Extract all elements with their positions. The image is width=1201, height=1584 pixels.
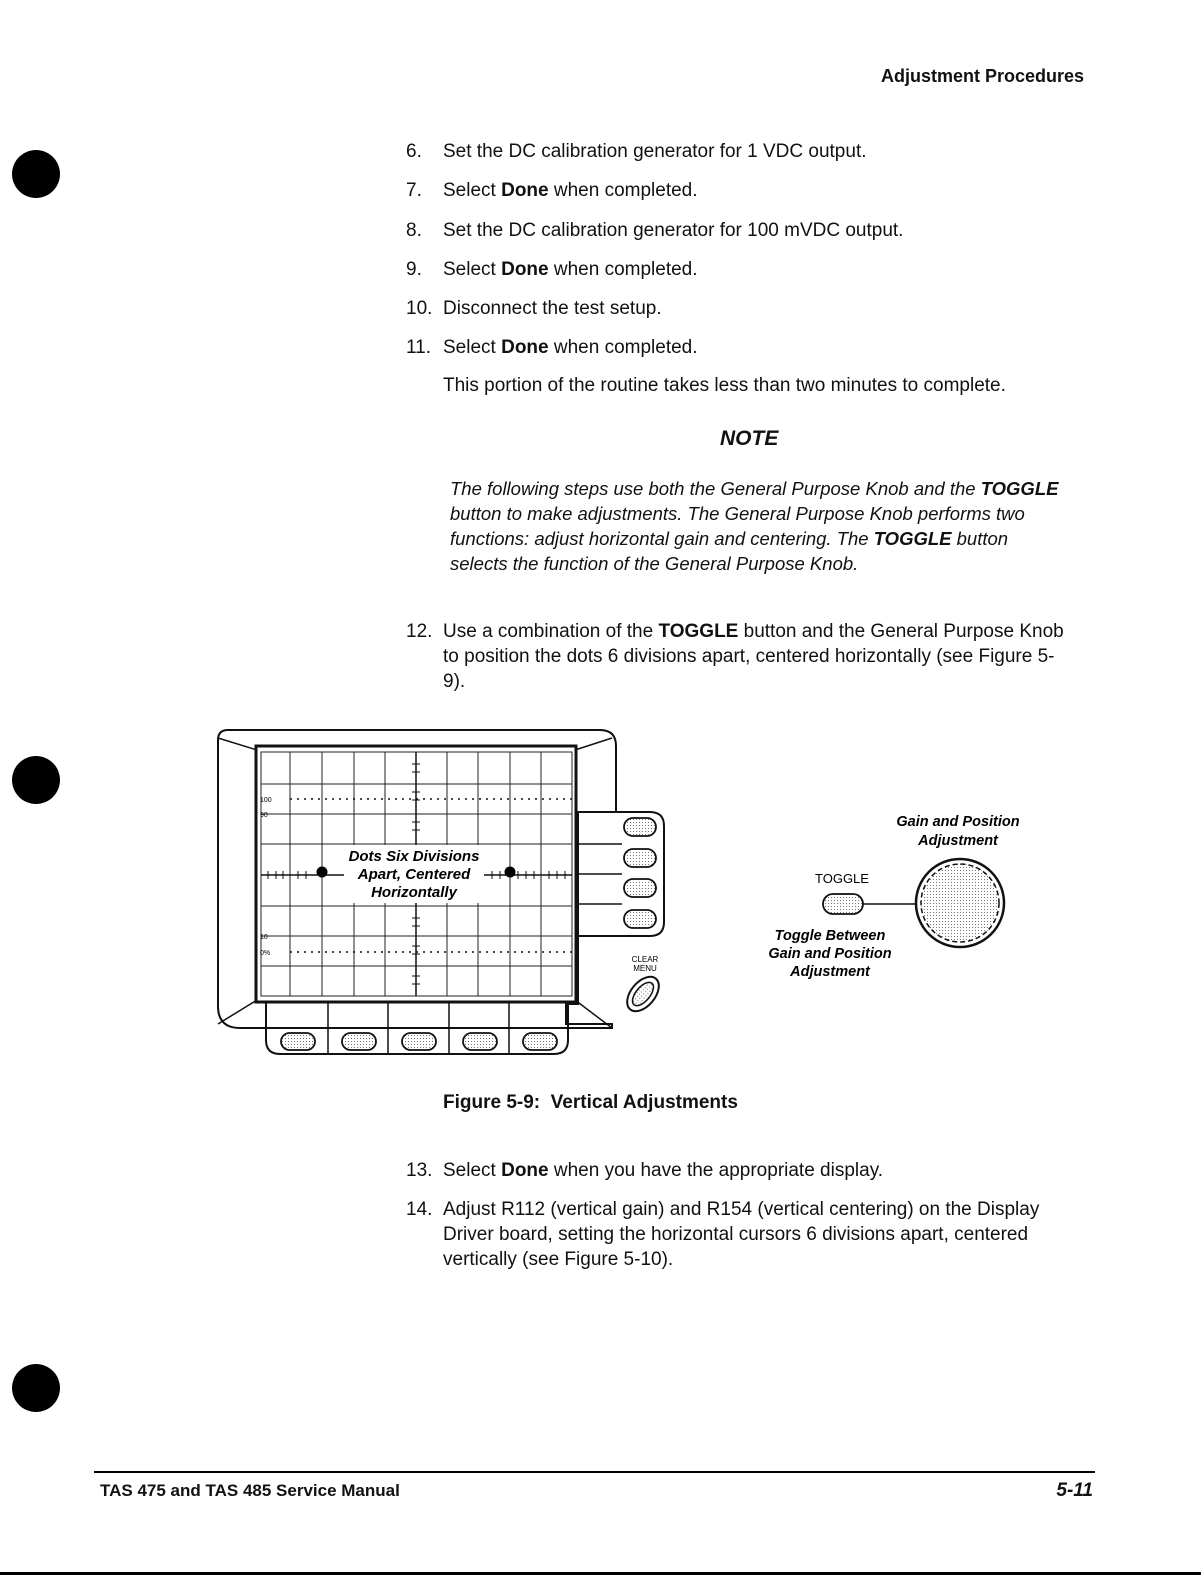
step-number: 8. <box>406 220 422 241</box>
clear-menu-label-2: MENU <box>633 964 657 973</box>
bottom-button[interactable] <box>342 1033 376 1050</box>
screen-annotation-line-2: Apart, Centered <box>357 866 471 883</box>
side-button[interactable] <box>624 910 656 928</box>
step-text: Set the DC calibration generator for 1 VDC output. <box>443 141 867 162</box>
step-number: 9. <box>406 259 422 280</box>
footer-manual-title: TAS 475 and TAS 485 Service Manual <box>100 1481 400 1500</box>
general-purpose-knob[interactable] <box>916 859 1004 947</box>
step-text: Adjust R112 (vertical gain) and R154 (vertical centering) on the Display Driver board, setting the horizontal cursors 6 divisions apart, centered vertically (see Figure 5-10). <box>443 1199 1040 1270</box>
graticule-label-0: 0% <box>260 950 271 957</box>
clear-menu-button[interactable] <box>621 971 665 1017</box>
step-text: Select Done when completed. <box>443 180 698 201</box>
step-number: 14. <box>406 1199 433 1220</box>
footer-rule <box>94 1471 1095 1473</box>
side-button[interactable] <box>624 879 656 897</box>
side-menu-buttons <box>578 812 664 936</box>
left-dot <box>317 867 328 878</box>
right-dot <box>505 867 516 878</box>
step-text: Select Done when completed. <box>443 259 698 280</box>
toggle-button-label: TOGGLE <box>815 871 869 886</box>
bottom-button[interactable] <box>523 1033 557 1050</box>
bottom-button[interactable] <box>402 1033 436 1050</box>
bottom-button[interactable] <box>281 1033 315 1050</box>
page-header: Adjustment Procedures <box>880 66 1084 86</box>
figure-caption: Figure 5-9: Vertical Adjustments <box>443 1092 738 1113</box>
step-text: Use a combination of the TOGGLE button and the General Purpose Knob to position the dots 6 divisions apart, centered horizontally (see Figure 5-9). <box>443 621 1064 692</box>
toggle-desc-line-3: Adjustment <box>790 964 870 980</box>
bottom-button[interactable] <box>463 1033 497 1050</box>
graticule-label-100: 100 <box>260 797 272 804</box>
step-text: Set the DC calibration generator for 100 mVDC output. <box>443 220 904 241</box>
step-number: 7. <box>406 180 422 201</box>
side-button[interactable] <box>624 818 656 836</box>
note-title: NOTE <box>720 427 779 450</box>
step-text: Disconnect the test setup. <box>443 298 662 319</box>
toggle-desc-line-1: Toggle Between <box>774 928 886 944</box>
routine-duration-note: This portion of the routine takes less than two minutes to complete. <box>443 375 1006 396</box>
step-number: 6. <box>406 141 422 162</box>
graticule-label-10: 10 <box>260 934 268 941</box>
step-text: Select Done when completed. <box>443 337 698 358</box>
step-number: 11. <box>406 337 432 358</box>
toggle-desc-line-2: Gain and Position <box>768 946 892 962</box>
punch-hole-bottom <box>12 1364 60 1412</box>
knob-label-line-2: Adjustment <box>918 833 998 849</box>
step-text: Select Done when you have the appropriate display. <box>443 1160 884 1181</box>
footer-page-number: 5-11 <box>1056 1480 1093 1501</box>
screen-annotation-line-3: Horizontally <box>371 884 457 901</box>
note-text: The following steps use both the General Purpose Knob and the TOGGLE button to make adjustments. The General Purpose Knob performs two functions: adjust horizontal gain and centering. The TOGGLE button selects the function of the General Purpose Knob. <box>450 478 1059 574</box>
graticule-label-90: 90 <box>260 812 268 819</box>
screen-annotation-line-1: Dots Six Divisions <box>348 848 480 865</box>
clear-menu-label-1: CLEAR <box>631 955 659 964</box>
knob-label-line-1: Gain and Position <box>896 814 1020 830</box>
step-number: 12. <box>406 621 433 642</box>
side-button[interactable] <box>624 849 656 867</box>
step-number: 13. <box>406 1160 433 1181</box>
toggle-button[interactable] <box>823 894 863 914</box>
step-number: 10. <box>406 298 433 319</box>
bottom-edge-rule <box>0 1572 1201 1575</box>
